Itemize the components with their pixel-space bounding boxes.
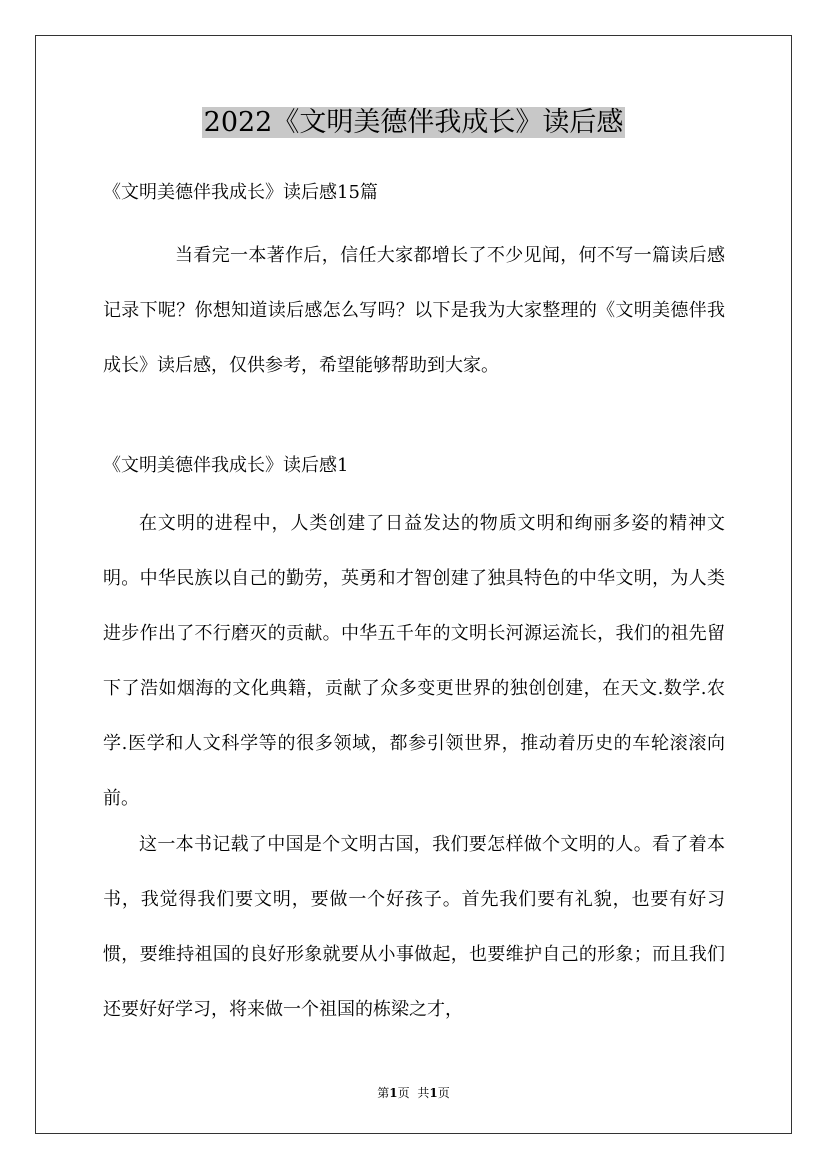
document-subtitle: 《文明美德伴我成长》读后感15篇 bbox=[103, 182, 378, 203]
footer-page-current: 1 bbox=[389, 1086, 398, 1100]
footer-page-total: 1 bbox=[429, 1086, 438, 1100]
footer-total-prefix: 共 bbox=[417, 1086, 430, 1100]
body-paragraph-2: 这一本书记载了中国是个文明古国，我们要怎样做个文明的人。看了着本书，我觉得我们要文明，要做一个好孩子。首先我们要有礼貌，也要有好习惯，要维持祖国的良好形象就要从小事做起，也要维护自己的形象；而且我们还要好好学习，将来做一个祖国的栋梁之才， bbox=[103, 834, 725, 1020]
section-heading: 《文明美德伴我成长》读后感1 bbox=[103, 455, 349, 476]
intro-paragraph: 当看完一本著作后，信任大家都增长了不少见闻，何不写一篇读后感记录下呢？你想知道读后感怎么写吗？以下是我为大家整理的《文明美德伴我成长》读后感，仅供参考，希望能够帮助到大家。 bbox=[103, 245, 725, 376]
page-footer bbox=[0, 1083, 827, 1103]
footer-total-suffix: 页 bbox=[437, 1086, 450, 1100]
footer-page-suffix: 页 bbox=[397, 1086, 410, 1100]
body-paragraph-1: 在文明的进程中，人类创建了日益发达的物质文明和绚丽多姿的精神文明。中华民族以自己的勤劳，英勇和才智创建了独具特色的中华文明，为人类进步作出了不行磨灭的贡献。中华五千年的文明长河源运流长，我们的祖先留下了浩如烟海的文化典籍，贡献了众多变更世界的独创创建，在天文.数学.农学.医学和人文科学等的很多领域，都参引领世界，推动着历史的车轮滚滚向前。 bbox=[103, 513, 725, 809]
document-title bbox=[0, 98, 827, 148]
document-title-text: 2022《文明美德伴我成长》读后感 bbox=[203, 107, 624, 138]
footer-page-prefix: 第 bbox=[377, 1086, 390, 1100]
